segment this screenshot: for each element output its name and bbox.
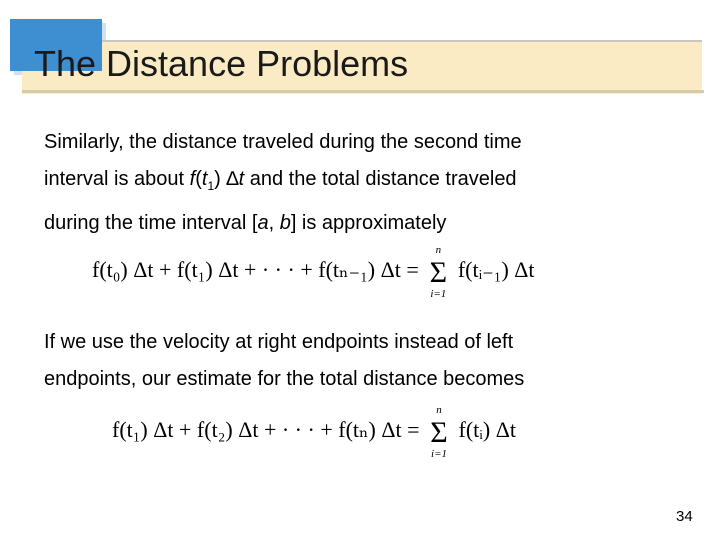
equation-2-rhs: f(tᵢ) Δt	[458, 417, 516, 442]
variable-a: a	[257, 212, 269, 234]
equation-2-lhs: f(t₁) Δt + f(t₂) Δt + · · · + f(tₙ) Δt =	[112, 417, 420, 442]
paren-open: (	[195, 168, 202, 190]
slide-title: The Distance Problems	[34, 43, 409, 84]
text-run: during the time interval [	[44, 212, 258, 234]
delta-symbol: ∆	[226, 168, 239, 190]
variable-t: t	[201, 168, 208, 190]
equation-2-line	[112, 404, 516, 460]
summation-upper-limit: n	[436, 404, 442, 416]
summation-symbol	[424, 244, 452, 300]
paragraph-1-line-3	[44, 205, 522, 242]
paragraph-2-line-2: endpoints, our estimate for the total distance becomes	[44, 368, 525, 390]
text-run: ] is approximately	[290, 212, 447, 234]
summation-lower-limit: i=1	[430, 288, 447, 300]
summation-symbol	[425, 404, 453, 460]
equation-left-endpoints	[92, 244, 617, 301]
title-band-shadow	[22, 90, 704, 93]
paragraph-2-line-1: If we use the velocity at right endpoints instead of left	[44, 331, 514, 353]
subscript-1: 1	[207, 179, 215, 193]
variable-t: t	[238, 168, 245, 190]
equation-1-lhs: f(t₀) Δt + f(t₁) Δt + · · · + f(tₙ₋₁) Δt =	[92, 257, 419, 282]
sigma: Σ	[429, 256, 448, 289]
equation-right-endpoints	[112, 404, 592, 462]
paragraph-1-line-1: Similarly, the distance traveled during the second time	[44, 131, 522, 153]
text-run: and the total distance traveled	[244, 168, 517, 190]
sigma: Σ	[430, 416, 448, 449]
paragraph-1-line-2	[44, 161, 522, 205]
function-f: f	[189, 168, 196, 190]
paragraph-2	[44, 324, 524, 398]
equation-1-line	[92, 244, 535, 300]
text-run: interval is about	[44, 168, 190, 190]
comma: ,	[268, 212, 280, 234]
equation-1-rhs: f(tᵢ₋₁) Δt	[457, 257, 535, 282]
paren-close: )	[214, 168, 227, 190]
page-number: 34	[676, 508, 693, 525]
paragraph-1	[44, 124, 522, 242]
variable-b: b	[279, 212, 291, 234]
summation-lower-limit: i=1	[431, 448, 448, 460]
summation-upper-limit: n	[435, 244, 442, 256]
